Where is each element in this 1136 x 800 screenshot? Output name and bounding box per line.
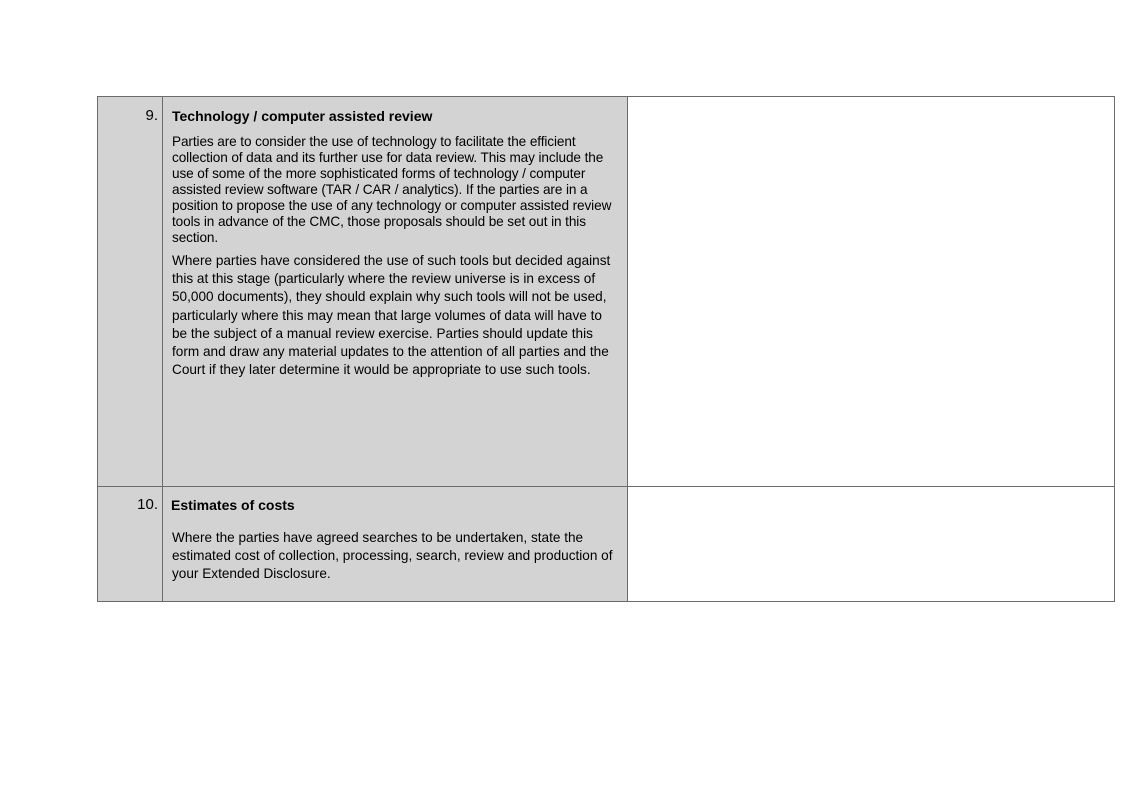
disclosure-review-table (97, 96, 1115, 602)
row-number-cell (98, 97, 163, 487)
table-row (98, 97, 1115, 487)
row-number: 10. (137, 496, 158, 513)
row-number: 9. (145, 107, 158, 124)
row-paragraph: Parties are to consider the use of technology to facilitate the efficient collection of data and its further use for data review. This may include the use of some of the more sophisticated forms of technology / computer assisted review software (TAR / CAR / analytics). If the parties are in a position to propose the use of any technology or computer assisted review tools in advance of the CMC, those proposals should be set out in this section. (172, 134, 612, 245)
response-cell[interactable] (628, 97, 1115, 487)
row-title: Estimates of costs (171, 497, 295, 513)
row-number-cell (98, 487, 163, 602)
row-title: Technology / computer assisted review (172, 108, 433, 124)
row-description-cell (163, 97, 628, 487)
row-paragraph: Where parties have considered the use of such tools but decided against this at this stage (particularly where the review universe is in excess of 50,000 documents), they should explain why such tools will not be used, particularly where this may mean that large volumes of data will have to be the subject of a manual review exercise. Parties should update this form and draw any material updates to the attention of all parties and the Court if they later determine it would be appropriate to use such tools. (172, 253, 611, 378)
row-description-cell (163, 487, 628, 602)
table-row (98, 487, 1115, 602)
row-paragraph: Where the parties have agreed searches to be undertaken, state the estimated cost of collection, processing, search, review and production of your Extended Disclosure. (172, 530, 613, 582)
response-cell[interactable] (628, 487, 1115, 602)
